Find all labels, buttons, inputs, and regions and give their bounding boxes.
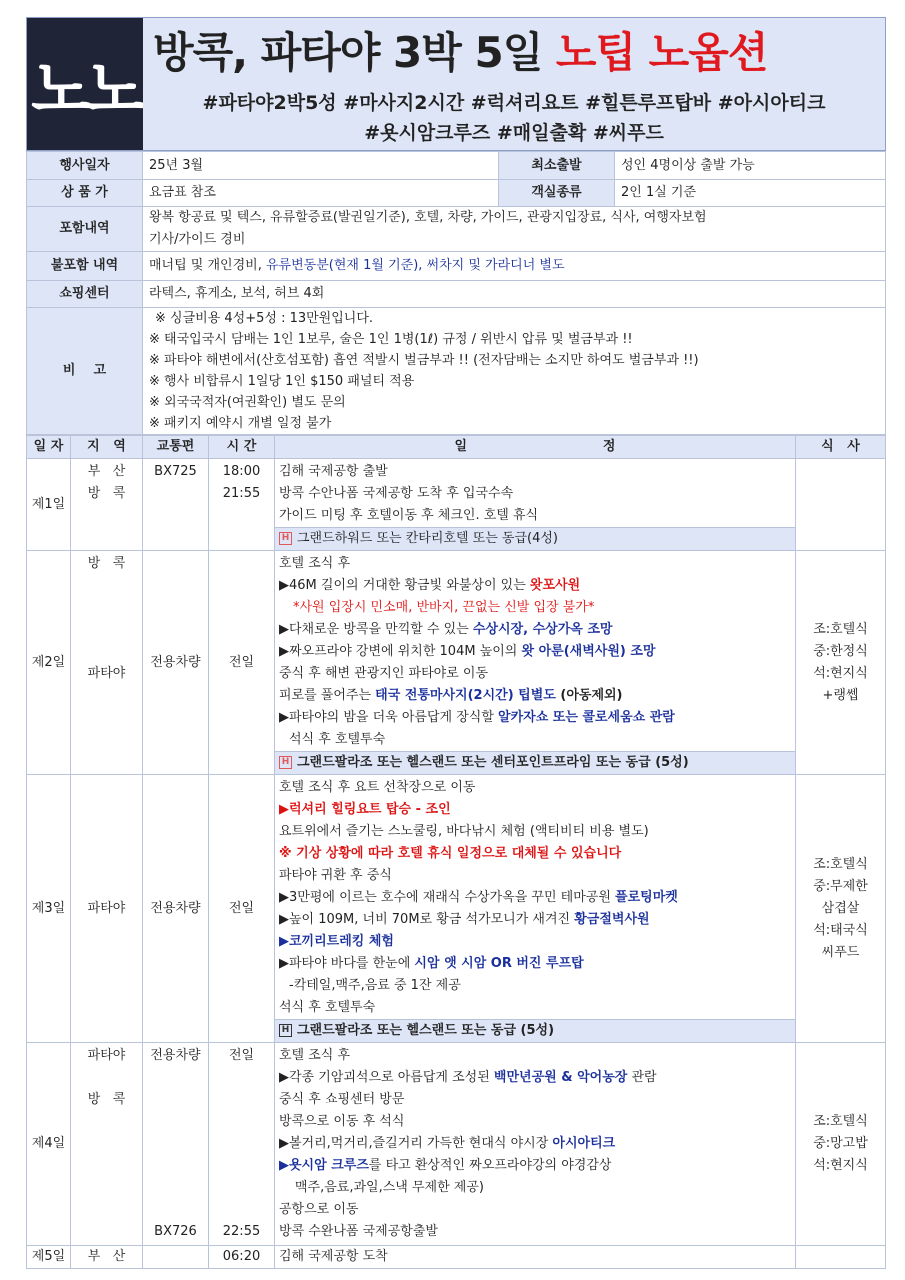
day-label: 제1일 [27,459,71,551]
itinerary: 김해 국제공항 출발 방콕 수안나폼 국제공항 도착 후 입국수속 가이드 미팅 후 호텔이동 후 체크인. 호텔 휴식 H 그랜드하워드 또는 칸타리호텔 또는 동급(4성) [275,459,796,551]
excluded-value: 매너팁 및 개인경비, 유류변동분(현재 1월 기준), 써차지 및 가라디너 별도 [143,252,886,281]
region: 파타야 [71,775,143,1043]
note-line: ※ 태국입국시 담배는 1인 1보루, 술은 1인 1병(1ℓ) 규정 / 위반시 압류 및 벌금부과 !! [149,332,633,347]
col-transport: 교통편 [143,436,209,459]
page-title: 방콕, 파타야 3박 5일 노팁 노옵션 [153,28,768,77]
price-label: 상 품 가 [27,180,143,207]
hotel-line: H 그랜드하워드 또는 칸타리호텔 또는 동급(4성) [275,527,795,550]
hotel-icon: H [279,1024,292,1037]
transport [143,1246,209,1269]
time: 전일 [209,775,275,1043]
note-line: ※ 행사 비합류시 1일당 1인 $150 패널티 적용 [149,374,415,389]
transport: 전용차량 BX726 [143,1043,209,1246]
shopping-value: 라텍스, 휴게소, 보석, 허브 4회 [143,281,886,308]
transport: BX725 [143,459,209,551]
col-itinerary: 일 정 [275,436,796,459]
day-row [27,1043,886,1246]
note-line: ※ 파타야 해변에서(산호섬포함) 흡연 적발시 벌금부과 !! (전자담배는 소지만 하여도 벌금부과 !!) [149,353,699,368]
day-label: 제3일 [27,775,71,1043]
hotel-icon: H [279,532,292,545]
notes-value [143,308,886,435]
date-label: 행사일자 [27,152,143,180]
region: 파타야 방 콕 [71,1043,143,1246]
region: 부 산 방 콕 [71,459,143,551]
time: 18:00 21:55 [209,459,275,551]
itinerary: 김해 국제공항 도착 [275,1246,796,1269]
day-label: 제4일 [27,1043,71,1246]
title-highlight: 노팁 노옵션 [555,28,768,77]
room-label: 객실종류 [499,180,615,207]
col-day: 일 자 [27,436,71,459]
time: 전일 [209,551,275,775]
included-value [143,207,886,252]
brand-logo: 노노 [27,18,143,150]
hotel-line: H 그랜드팔라조 또는 헬스랜드 또는 센터포인트프라임 또는 동급 (5성) [275,751,795,774]
tour-document [26,17,886,1269]
day-label: 제2일 [27,551,71,775]
meal: 조:호텔식 중:한정식 석:현지식 +랭쎕 [796,551,886,775]
hashtag-line: #욧시암크루즈 #매일출확 #씨푸드 [364,122,664,144]
date-value: 25년 3월 [143,152,499,180]
col-region: 지 역 [71,436,143,459]
time: 전일 22:55 [209,1043,275,1246]
col-time: 시 간 [209,436,275,459]
time: 06:20 [209,1246,275,1269]
included-label: 포함내역 [27,207,143,252]
meal: 조:호텔식 중:망고밥 석:현지식 [796,1043,886,1246]
meal [796,1246,886,1269]
meal [796,459,886,551]
day-label: 제5일 [27,1246,71,1269]
min-value: 성인 4명이상 출발 가능 [615,152,886,180]
schedule-table [26,435,886,1269]
day-row [27,459,886,551]
transport: 전용차량 [143,551,209,775]
note-line: ※ 패키지 예약시 개별 일정 불가 [149,416,332,431]
day-row [27,551,886,775]
transport: 전용차량 [143,775,209,1043]
title-box [143,18,885,150]
included-line: 왕복 항공료 및 텍스, 유류할증료(발권일기준), 호텔, 차량, 가이드, 관광지입장료, 식사, 여행자보험 [149,210,707,225]
info-table [26,151,886,435]
day-row [27,775,886,1043]
hashtag-line: #파타야2박5성 #마사지2시간 #럭셔리요트 #힐튼루프탑바 #아시아티크 [202,92,826,114]
price-value: 요금표 참조 [143,180,499,207]
col-meal: 식 사 [796,436,886,459]
itinerary: 호텔 조식 후 ▶46M 길이의 거대한 황금빛 와불상이 있는 왓포사원 *사원 입장시 민소매, 반바지, 끈없는 신발 입장 불가* ▶다채로운 방콕을 만끽할 수 있는 수상시장, 수상가옥 조망 ▶짜오프라야 강변에 위치한 104M 높이의 왓 아룬(새벽사원) 조망 중식 후 해변 관광지인 파타야로 이동 피로를 풀어주는 태국 전통마사지(2시간) 팁별도 (아동제외) ▶파타야의 밤을 더욱 아름답게 장식할 알카자쇼 또는 콜로세움쇼 관람 석식 후 호텔투숙 H 그랜드팔라조 또는 헬스랜드 또는 센터포인트프라임 또는 동급 (5성) [275,551,796,775]
region: 방 콕 파타야 [71,551,143,775]
hashtags [143,88,885,148]
shopping-label: 쇼핑센터 [27,281,143,308]
notes-label: 비 고 [27,308,143,435]
header [26,17,886,151]
excluded-label: 불포함 내역 [27,252,143,281]
note-line: ※ 싱글비용 4성+5성 : 13만원입니다. [155,311,374,326]
region: 부 산 [71,1246,143,1269]
itinerary: 호텔 조식 후 ▶각종 기암괴석으로 아름답게 조성된 백만년공원 & 악어농장 관람 중식 후 쇼핑센터 방문 방콕으로 이동 후 석식 ▶볼거리,먹거리,즐길거리 가득한 현대식 야시장 아시아티크 ▶욧시암 크루즈를 타고 환상적인 짜오프라야강의 야경감상 맥주,음료,과일,스낵 무제한 제공) 공항으로 이동 방콕 수완나폼 국제공항출발 [275,1043,796,1246]
day-row [27,1246,886,1269]
meal: 조:호텔식 중:무제한 삼겹살 석:태국식 씨푸드 [796,775,886,1043]
included-line: 기사/가이드 경비 [149,232,246,247]
itinerary: 호텔 조식 후 요트 선착장으로 이동 ▶럭셔리 힐링요트 탑승 - 조인 요트위에서 즐기는 스노쿨링, 바다낚시 체험 (액티비티 비용 별도) ※ 기상 상황에 따라 호텔 휴식 일정으로 대체될 수 있습니다 파타야 귀환 후 중식 ▶3만평에 이르는 호수에 재래식 수상가옥을 꾸민 테마공원 플로팅마켓 ▶높이 109M, 너비 70M로 황금 석가모니가 새겨진 황금절벽사원 ▶코끼리트레킹 체험 ▶파타야 바다를 한눈에 시암 앳 시암 OR 버진 루프탑 -칵테일,맥주,음료 중 1잔 제공 석식 후 호텔투숙 H 그랜드팔라조 또는 헬스랜드 또는 동급 (5성) [275,775,796,1043]
note-line: ※ 외국국적자(여권확인) 별도 문의 [149,395,346,410]
hotel-line: H 그랜드팔라조 또는 헬스랜드 또는 동급 (5성) [275,1019,795,1042]
hotel-icon: H [279,756,292,769]
min-label: 최소출발 [499,152,615,180]
room-value: 2인 1실 기준 [615,180,886,207]
